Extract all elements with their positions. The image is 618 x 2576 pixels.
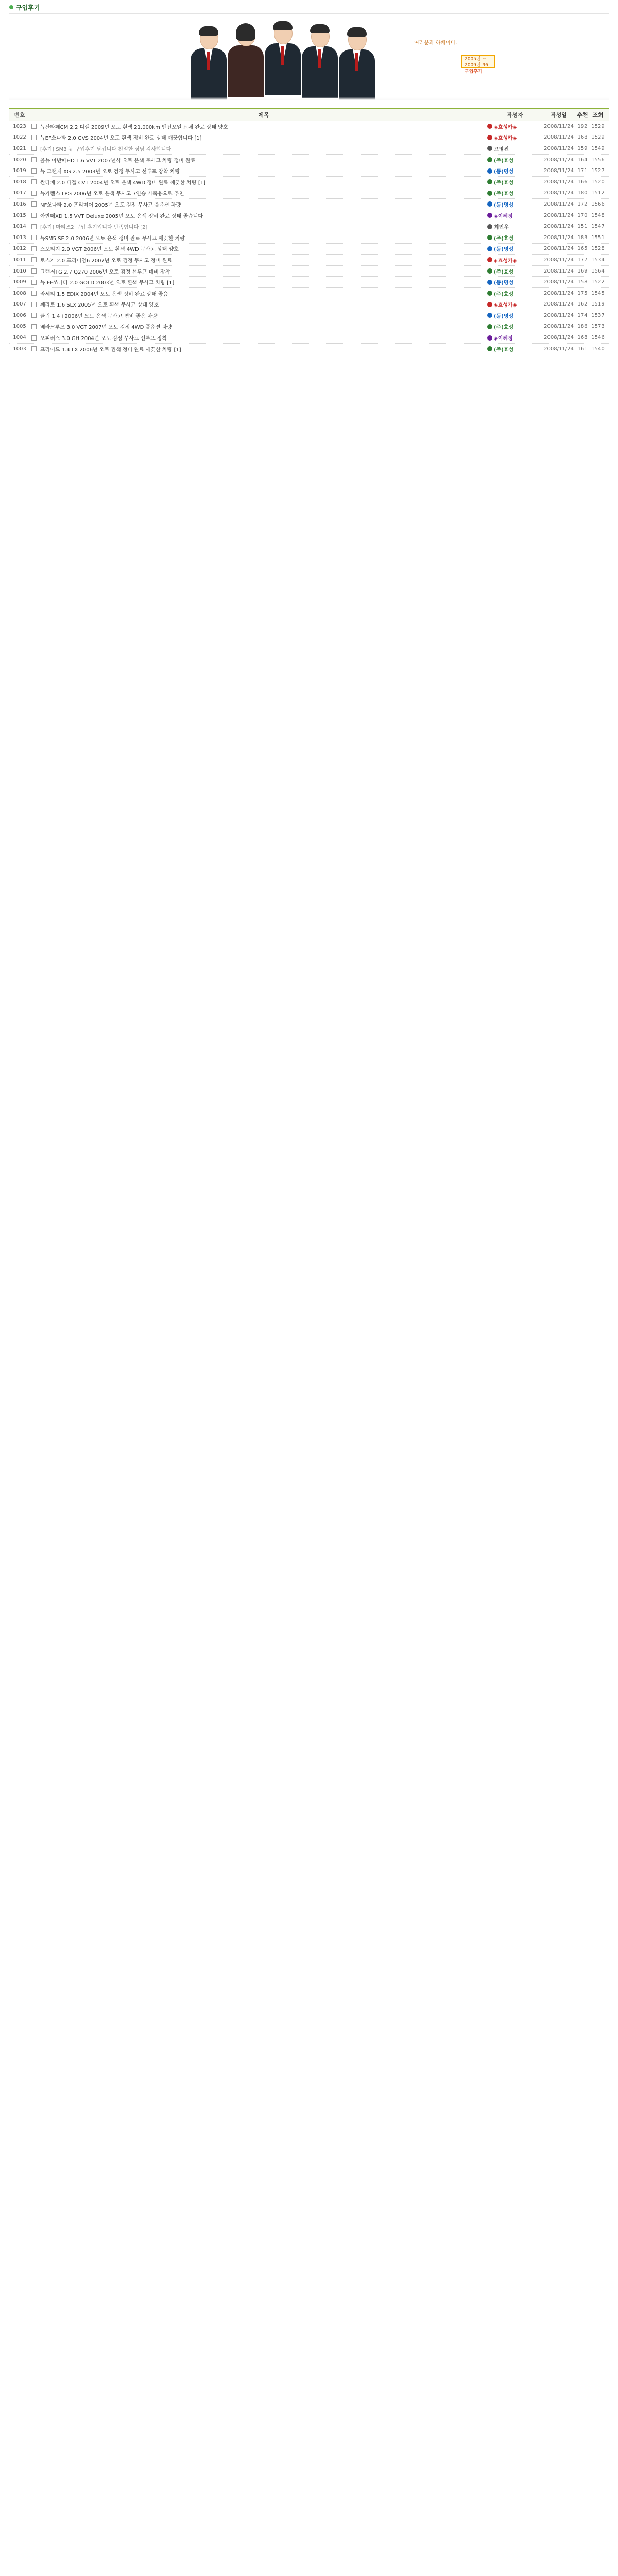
post-author[interactable] [487,300,543,308]
post-date: 2008/11/24 [544,335,574,341]
post-author-name: (주)효성 [494,347,514,353]
post-date: 2008/11/24 [544,234,574,241]
post-view-count: 1522 [591,279,605,285]
table-row [9,221,609,232]
post-author-name: (주)효성 [494,269,514,275]
post-author[interactable] [487,323,543,330]
row-checkbox-cell [30,246,38,251]
post-date: 2008/11/24 [544,134,574,141]
post-title-link[interactable]: 그랜저TG 2.7 Q270 2006년 오토 검정 선루프 네비 장착 [40,269,170,275]
board-title-text: 구입후기 [16,4,40,11]
post-recommend-count: 177 [577,257,588,263]
post-author[interactable] [487,278,543,286]
post-title-link[interactable]: 뉴 그랜저 XG 2.5 2003년 오토 검정 무사고 선루프 장착 차량 [40,169,180,175]
post-recommend-count: 151 [577,224,588,230]
header-author [487,111,543,119]
row-checkbox-cell [30,291,38,296]
row-checkbox-cell [30,280,38,285]
post-number: 1012 [13,246,26,252]
post-author[interactable] [487,123,543,130]
post-view-count: 1528 [591,246,605,252]
row-checkbox[interactable] [31,191,37,196]
row-checkbox[interactable] [31,346,37,351]
member-level-icon [487,201,492,207]
post-recommend-count: 172 [577,201,588,207]
post-recommend-count: 159 [577,145,588,151]
post-number: 1006 [13,312,26,318]
row-checkbox-cell [30,335,38,341]
post-author[interactable] [487,267,543,275]
member-level-icon [487,257,492,262]
post-recommend-count: 175 [577,290,588,296]
row-checkbox[interactable] [31,124,37,129]
post-view-count: 1529 [591,134,605,141]
row-checkbox-cell [30,313,38,318]
banner-bottom-edge [9,97,609,100]
row-checkbox[interactable] [31,257,37,262]
row-checkbox-cell [30,168,38,174]
row-checkbox[interactable] [31,179,37,184]
table-row [9,344,609,355]
post-date: 2008/11/24 [544,312,574,318]
post-author-name: (동)명성 [494,313,514,319]
member-level-icon [487,291,492,296]
badge-highlight: 구입후기 [465,69,483,74]
post-date: 2008/11/24 [544,168,574,174]
row-checkbox-cell [30,201,38,207]
table-row [9,332,609,344]
post-recommend-count: 168 [577,134,588,141]
row-checkbox[interactable] [31,324,37,329]
post-title-link[interactable]: 프라이드 1.4 LX 2006년 오토 흰색 정비 완료 깨끗한 차량 [1] [40,347,181,353]
row-checkbox-cell [30,135,38,140]
post-title-link[interactable]: 뉴SM5 SE 2.0 2006년 오토 은색 정비 완료 무사고 깨끗한 차량 [40,235,185,242]
row-checkbox[interactable] [31,313,37,318]
post-author[interactable] [487,167,543,175]
staff-photo [334,29,380,100]
post-author-name: (주)효성 [494,325,514,331]
table-row [9,321,609,333]
post-number: 1020 [13,157,26,163]
post-author-name: 최민우 [494,225,509,231]
post-date: 2008/11/24 [544,290,574,296]
title-divider [9,13,609,14]
post-recommend-count: 158 [577,279,588,285]
member-level-icon [487,324,492,329]
post-view-count: 1548 [591,212,605,218]
table-body [9,121,609,354]
member-level-icon [487,335,492,341]
post-recommend-count: 164 [577,157,588,163]
post-author[interactable] [487,234,543,242]
post-author[interactable] [487,334,543,342]
post-title-link[interactable]: 쎄라토 1.6 SLX 2005년 오토 흰색 무사고 상태 양호 [40,302,159,309]
post-view-count: 1527 [591,168,605,174]
post-title-link[interactable]: 라세티 1.5 EDIX 2004년 오토 은색 정비 완료 상태 좋음 [40,291,168,297]
table-row [9,255,609,266]
row-checkbox-cell [30,224,38,229]
row-checkbox-cell [30,146,38,151]
banner-badge [461,55,495,74]
header-title: 제목 [258,112,269,118]
row-checkbox[interactable] [31,213,37,218]
post-title-link[interactable]: 뉴EF쏘나타 2.0 GVS 2004년 오토 흰색 정비 완료 상태 깨끗합니다 [1] [40,135,202,142]
post-view-count: 1519 [591,301,605,308]
table-row [9,277,609,288]
header-views: 조회 [592,112,604,118]
row-checkbox[interactable] [31,291,37,296]
member-level-icon [487,246,492,251]
post-number: 1003 [13,346,26,352]
row-checkbox-cell [30,268,38,274]
post-date: 2008/11/24 [544,324,574,330]
post-number: 1011 [13,257,26,263]
post-view-count: 1529 [591,123,605,129]
post-number: 1008 [13,290,26,296]
post-list-table [9,108,609,354]
row-checkbox-cell [30,257,38,262]
post-author-name: 고명진 [494,146,509,152]
post-recommend-count: 169 [577,268,588,274]
post-view-count: 1556 [591,157,605,163]
header-recommend: 추천 [577,112,588,118]
row-checkbox-cell [30,179,38,184]
post-title-link[interactable]: 클릭 1.4 i 2006년 오토 은색 무사고 연비 좋은 차량 [40,313,158,319]
member-level-icon [487,313,492,318]
post-recommend-count: 166 [577,179,588,185]
post-date: 2008/11/24 [544,179,574,185]
post-author[interactable] [487,312,543,319]
post-author-name: (동)명성 [494,247,514,253]
row-checkbox[interactable] [31,168,37,174]
post-author-name: (주)효성 [494,235,514,242]
post-view-count: 1534 [591,257,605,263]
table-row [9,244,609,255]
post-number: 1005 [13,324,26,330]
post-number: 1009 [13,279,26,285]
row-checkbox[interactable] [31,268,37,274]
post-date: 2008/11/24 [544,257,574,263]
post-date: 2008/11/24 [544,301,574,308]
post-recommend-count: 192 [577,123,588,129]
post-author-name: (주)효성 [494,191,514,197]
post-author-name: (주)효성 [494,291,514,297]
row-checkbox-cell [30,157,38,162]
member-level-icon [487,346,492,351]
post-view-count: 1537 [591,312,605,318]
row-checkbox[interactable] [31,280,37,285]
row-checkbox[interactable] [31,235,37,240]
post-author-name: ◈이혜정 [494,336,513,342]
row-checkbox[interactable] [31,201,37,207]
post-author[interactable] [487,290,543,297]
post-author[interactable] [487,145,543,152]
member-level-icon [487,168,492,174]
member-level-icon [487,268,492,274]
member-level-icon [487,191,492,196]
post-view-count: 1551 [591,234,605,241]
post-date: 2008/11/24 [544,212,574,218]
member-level-icon [487,135,492,140]
row-checkbox[interactable] [31,246,37,251]
post-number: 1015 [13,212,26,218]
post-author[interactable] [487,178,543,186]
post-title-link[interactable]: 토스카 2.0 프리미엄6 2007년 오토 검정 무사고 정비 완료 [40,258,173,264]
post-view-count: 1546 [591,335,605,341]
post-date: 2008/11/24 [544,224,574,230]
post-author-name: (주)효성 [494,180,514,186]
post-author[interactable] [487,212,543,219]
post-title-link[interactable]: 스포티지 2.0 VGT 2006년 오토 흰색 4WD 무사고 상태 양호 [40,247,179,253]
post-date: 2008/11/24 [544,145,574,151]
post-author-name: ◈효성카◈ [494,135,517,142]
member-level-icon [487,235,492,240]
post-number: 1016 [13,201,26,207]
header-author-label: 작성자 [507,112,523,118]
row-checkbox-cell [30,346,38,351]
post-date: 2008/11/24 [544,279,574,285]
post-title-link[interactable]: [후기] 마티즈2 구입 후기입니다 만족합니다 [2] [40,225,148,231]
table-row [9,188,609,199]
post-author-name: (동)명성 [494,202,514,208]
row-checkbox[interactable] [31,224,37,229]
member-level-icon [487,213,492,218]
post-view-count: 1512 [591,190,605,196]
member-level-icon [487,157,492,162]
post-date: 2008/11/24 [544,201,574,207]
row-checkbox[interactable] [31,135,37,140]
table-row [9,210,609,222]
table-row [9,121,609,132]
post-author[interactable] [487,200,543,208]
post-title-link[interactable]: 베라크루즈 3.0 VGT 2007년 오토 검정 4WD 풀옵션 차량 [40,325,172,331]
row-checkbox[interactable] [31,335,37,341]
row-checkbox[interactable] [31,157,37,162]
post-view-count: 1547 [591,224,605,230]
member-level-icon [487,302,492,307]
post-number: 1010 [13,268,26,274]
row-checkbox-cell [30,191,38,196]
post-number: 1014 [13,224,26,230]
post-number: 1004 [13,335,26,341]
table-row [9,288,609,299]
badge-line: 2005년 ~ [465,57,487,62]
post-author-name: (동)명성 [494,280,514,286]
post-view-count: 1540 [591,346,605,352]
header-date: 작성일 [551,112,567,118]
post-date: 2008/11/24 [544,190,574,196]
table-row [9,310,609,321]
table-row [9,266,609,277]
member-level-icon [487,179,492,184]
post-author-name: ◈이혜정 [494,213,513,219]
post-number: 1018 [13,179,26,185]
post-title-link[interactable]: 아반떼XD 1.5 VVT Deluxe 2005년 오토 은색 정비 완료 상태 좋습니다 [40,213,203,219]
row-checkbox-cell [30,124,38,129]
post-recommend-count: 161 [577,346,588,352]
post-title-link[interactable]: 오피러스 3.0 GH 2004년 오토 검정 무사고 선루프 장착 [40,336,167,342]
post-view-count: 1566 [591,201,605,207]
post-recommend-count: 180 [577,190,588,196]
member-level-icon [487,224,492,229]
table-row [9,143,609,155]
post-title-link[interactable]: 올뉴 아반떼HD 1.6 VVT 2007년식 오토 은색 무사고 차량 정비 완료 [40,158,196,164]
page-header [0,0,618,108]
table-row [9,199,609,210]
post-view-count: 1520 [591,179,605,185]
post-number: 1013 [13,234,26,241]
post-recommend-count: 165 [577,246,588,252]
post-author[interactable] [487,256,543,264]
table-row [9,232,609,244]
post-author-name: (동)명성 [494,169,514,175]
post-author[interactable] [487,245,543,252]
post-author-name: (주)효성 [494,158,514,164]
table-row [9,165,609,177]
badge-line: 2009년 96 [465,63,488,68]
post-number: 1021 [13,145,26,151]
post-author-name: ◈효성카◈ [494,302,517,309]
banner-tagline: 여러분과 하쎄이다. [414,40,457,46]
post-view-count: 1573 [591,324,605,330]
post-date: 2008/11/24 [544,268,574,274]
row-checkbox-cell [30,324,38,329]
table-row [9,299,609,311]
post-title-link[interactable]: 뉴산타페CM 2.2 디젤 2009년 오토 흰색 21,000km 엔진오일 교체 완료 상태 양호 [40,124,228,130]
staff-banner [9,18,609,100]
board-title [9,3,40,11]
table-row [9,155,609,166]
post-title-link[interactable]: [후기] SM3 뉴 구입후기 남깁니다 친절한 상담 감사합니다 [40,146,171,152]
post-date: 2008/11/24 [544,246,574,252]
post-view-count: 1564 [591,268,605,274]
post-view-count: 1549 [591,145,605,151]
post-title-link[interactable]: 싼타페 2.0 디젤 CVT 2004년 오토 은색 4WD 정비 완료 깨끗한 차량 [1] [40,180,206,186]
post-recommend-count: 162 [577,301,588,308]
post-title-link[interactable]: 뉴카렌스 LPG 2006년 오토 은색 무사고 7인승 가족용으로 추천 [40,191,184,197]
post-author-name: ◈효성카◈ [494,124,517,130]
post-recommend-count: 186 [577,324,588,330]
row-checkbox-cell [30,213,38,218]
post-author[interactable] [487,189,543,197]
post-number: 1019 [13,168,26,174]
row-checkbox[interactable] [31,302,37,307]
row-checkbox[interactable] [31,146,37,151]
post-number: 1022 [13,134,26,141]
row-checkbox-cell [30,235,38,240]
post-date: 2008/11/24 [544,123,574,129]
post-number: 1007 [13,301,26,308]
post-recommend-count: 171 [577,168,588,174]
post-recommend-count: 170 [577,212,588,218]
post-title-link[interactable]: 뉴 EF쏘나타 2.0 GOLD 2003년 오토 흰색 무사고 차량 [1] [40,280,175,286]
member-level-icon [487,146,492,151]
post-author-name: ◈효성카◈ [494,258,517,264]
post-title-link[interactable]: NF쏘나타 2.0 프리미어 2005년 오토 검정 무사고 풀옵션 차량 [40,202,181,208]
post-date: 2008/11/24 [544,157,574,163]
bullet-icon [9,5,13,9]
post-author[interactable] [487,133,543,141]
header-no: 번호 [14,112,25,118]
post-author[interactable] [487,223,543,230]
post-view-count: 1545 [591,290,605,296]
post-author[interactable] [487,156,543,164]
post-recommend-count: 174 [577,312,588,318]
table-row [9,132,609,144]
post-author[interactable] [487,345,543,353]
post-number: 1017 [13,190,26,196]
member-level-icon [487,124,492,129]
post-number: 1023 [13,123,26,129]
post-recommend-count: 183 [577,234,588,241]
table-row [9,177,609,188]
post-recommend-count: 168 [577,335,588,341]
post-date: 2008/11/24 [544,346,574,352]
table-header [9,108,609,121]
member-level-icon [487,280,492,285]
row-checkbox-cell [30,302,38,307]
